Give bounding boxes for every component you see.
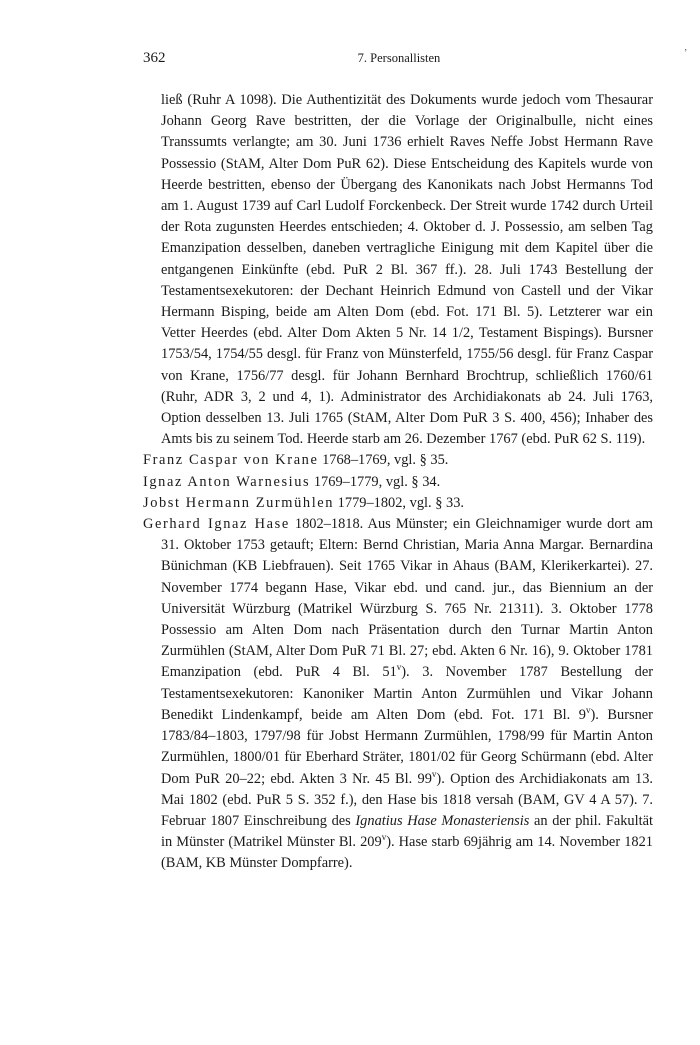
page-number: 362 [143, 50, 166, 66]
entry-text-part: ). Option des Archidiakonats am 13. Mai 1802 (ebd. PuR 5 S. 352 f.), den Hase bis 1818 versah (BAM, GV 4 A 57). 7. Februar 1807 Einschreibung des [161, 770, 653, 829]
italic-name: Ignatius Hase Monasteriensis [355, 812, 530, 829]
continuation-paragraph [143, 90, 653, 450]
running-head [143, 50, 655, 70]
superscript: v [431, 768, 437, 779]
entry-text: 1768–1769, vgl. § 35. [318, 452, 449, 469]
list-entry [143, 450, 653, 471]
entry-text-part: 1802–1818. Aus Münster; ein Gleichnamiger wurde dort am 31. Oktober 1753 getauft; Eltern: Bernd Christian, Maria Anna Margar. Bernardina Bünichman (KB Liebfrauen). Seit 1765 Vikar in Ahaus (BAM, Klerikerkartei). 27. November 1774 begann Hase, Vikar ebd. und cand. jur., das Biennium an der Universität Würzburg (Matrikel Würzburg S. 765 Nr. 21311). 3. Oktober 1778 Possessio am Alten Dom nach Präsentation durch den Turnar Martin Anton Zurmühlen (StAM, Alter Dom PuR 71 Bl. 27; ebd. Akten 6 Nr. 16), 9. Oktober 1781 Emanzipation (ebd. PuR 4 Bl. 51 [161, 516, 653, 681]
entry-name: Franz Caspar von Krane [143, 452, 319, 469]
entry-text: 1769–1779, vgl. § 34. [310, 473, 441, 490]
superscript: v [381, 832, 387, 843]
continuation-text: ließ (Ruhr A 1098). Die Authentizität des Dokuments wurde jedoch vom Thesaurar Johann Georg Rave bestritten, der die Vorlage der Originalbulle, nicht eines Transsumts verlangte; am 30. Juni 1736 erhielt Raves Neffe Jobst Hermann Rave Possessio (StAM, Alter Dom PuR 62). Diese Entscheidung des Kapitels wurde von Heerde bestritten, ebenso der Übergang des Kanonikats nach Jobst Hermanns Tod am 1. August 1739 auf Carl Ludolf Forckenbeck. Der Streit wurde 1742 durch Urteil der Rota zugunsten Heerdes entschieden; 4. Oktober d. J. Possessio, am selben Tag Emanzipation desselben, daneben vertragliche Einigung mit dem Kapitel über die entgangenen Einkünfte (ebd. PuR 2 Bl. 367 ff.). 28. Juli 1743 Bestellung der Testamentsexekutoren: der Dechant Heinrich Edmund von Castell und der Vikar Hermann Bisping, beide am Alten Dom (ebd. Fot. 171 Bl. 5). Letzterer war ein Vetter Heerdes (ebd. Alter Dom Akten 5 Nr. 14 1/2, Testament Bispings). Bursner 1753/54, 1754/55 desgl. für Franz von Münsterfeld, 1755/56 desgl. für Franz Caspar von Krane, 1756/77 desgl. für Johann Bernhard Brochtrup, schließlich 1760/61 (Ruhr, ADR 3, 2 und 4, 1). Administrator des Archidiakonats ab 24. Juli 1763, Option desselben 13. Juli 1765 (StAM, Alter Dom PuR 3 S. 400, 456); Inhaber des Amts bis zu seinem Tod. Heerde starb am 26. Dezember 1767 (ebd. PuR 62 S. 119). [161, 92, 653, 448]
running-title: 7. Personallisten [357, 51, 441, 65]
list-entry [143, 493, 653, 514]
entry-text-part: ). Hase starb 69jährig am 14. November 1821 (BAM, KB Münster Dompfarre). [161, 834, 653, 872]
entry-text-part: ). Bursner 1783/84–1803, 1797/98 für Jobst Hermann Zurmühlen, 1798/99 für Martin Anton Zurmühlen, 1800/01 für Eberhard Sträter, 1801/02 für Georg Schürmann (ebd. Alter Dom PuR 20–22; ebd. Akten 3 Nr. 45 Bl. 99 [161, 706, 653, 787]
entry-text: 1779–1802, vgl. § 33. [334, 494, 464, 511]
superscript: v [586, 705, 591, 716]
superscript: v [396, 662, 402, 673]
entry-text-part: ). 3. November 1787 Bestellung der Testamentsexekutoren: Kanoniker Martin Anton Zurmühlen und Vikar Johann Benedikt Lindenkampf, beide am Alten Dom (ebd. Fot. 171 Bl. 9 [161, 664, 653, 723]
body-text [143, 90, 653, 875]
entry-name: Gerhard Ignaz Hase [143, 516, 290, 533]
entry-name: Jobst Hermann Zurmühlen [143, 494, 335, 511]
list-entry-hase [143, 514, 653, 874]
entry-text-part: an der phil. Fakultät in Münster (Matrikel Münster Bl. 209 [161, 812, 654, 851]
list-entry [143, 472, 653, 493]
margin-mark: ’ [684, 48, 688, 59]
entry-name: Ignaz Anton Warnesius [143, 473, 311, 490]
